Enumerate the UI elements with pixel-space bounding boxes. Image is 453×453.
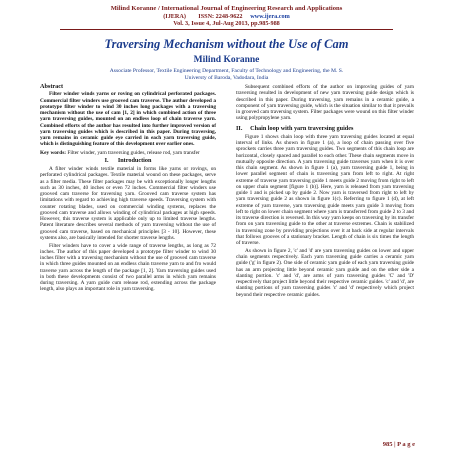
section2-paragraph-2: As shown in figure 2, 'c' and 'd' are yarn traversing guides on lower and upper chain segments respectively. Each yarn traversing guide carries a ceramic yarn guide ('g' in figure 2). One side of ceramic yarn guide of each yarn traversing guide has an arm projecting little beyond ceramic yarn guide and on the other side a slanting portion. 'c' and 'd', are arms of yarn traversing guides 'C' and 'D' respectively that project little beyond their respective ceramic guides. 'c' and 'd', are slanting portions of yarn traversing guides 'c' and 'd' respectively which project beyond their respective ceramic guides. bbox=[236, 247, 414, 298]
left-column bbox=[40, 84, 216, 294]
journal-header-line1: Milind Koranne / International Journal of Engineering Research and Applications bbox=[110, 5, 343, 12]
section2-paragraph-1: Figure 1 shows chain loop with three yarn traversing guides located at equal interval of links. As shown in figure 1 (a), a loop of chain passing over five sprockets carries three yarn traversing guides. Two segments of this chain loop are horizontal, closely spaced and parallel to each other. These chain segments move in mutually opposite direction. A yarn traversing guide traverses yarn when it is over this chain segment. As shown in figure 1 (a), yarn traversing guide 1, being in lower parallel segment of chain is traversing yarn from left to right. At right extreme of traverse yarn traversing guide 1 meets guide 2 moving from right to left on upper chain segment [figure 1 (b)]. Here, yarn is released from yarn traversing guide 1 and is picked up by guide 2. Now yarn is traversed from right to left by yarn traversing guide 2 as shown in figure 1(c). Referring to figure 1 (d), at left extreme of yarn traverse, yarn traversing guide meets yarn guide 3 moving from left to right on lower chain segment where yarn is transferred from guide 2 to 3 and its traverse direction is reversed. In this way yarn keeps on traversing by its transfer from on yarn traversing guide to the other at traverse extremes. Chain is stabilized in traversing zone by providing projections over it at back side at regular intervals that follows grooves of a stationary bracket. Length of chain is six times the length of traverse. bbox=[236, 133, 414, 246]
abstract-text: Filter winder winds yarns or roving on cylindrical perforated packages. Commercial filter winders use grooved cam traverse. The author developed a prototype filter winder to wind 30 inches long packages with a traversing mechanism without the use of cam [1, 2] in which combined action of three yarn traversing guides, mounted on an endless loop of chain traverse yarn. Combined efforts of the author has resulted into further improved version of yarn traversing guides which is described in this paper. During traversing, yarn remains in ceramic guide eye carried in each yarn traversing guide, which is distinguishing feature of this development over earlier ones. bbox=[40, 91, 216, 148]
header-divider bbox=[60, 29, 393, 30]
journal-header-line2 bbox=[0, 13, 453, 20]
intro-paragraph-3: Subsequent combined efforts of the author on improving guides of yarn traversing resulted in development of new yarn traversing guide design which is described in this paper. During traversing, yarn remains in a ceramic guide, a component of yarn traversing guide, which is the situation similar to that it prevails in grooved cam traversing system. Filter packages were wound on this filter winder using polypropylene yarn. bbox=[236, 84, 414, 122]
paper-title: Traversing Mechanism without the Use of Cam bbox=[104, 37, 349, 51]
journal-url-link[interactable]: www.ijera.com bbox=[250, 13, 290, 20]
journal-header-line3: Vol. 3, Issue 4, Jul-Aug 2013, pp.985-988 bbox=[173, 20, 280, 27]
keywords-text: Filter winder, yarn traversing guides, release rod, yarn transfer bbox=[67, 149, 200, 156]
affiliation-line1: Associate Professor, Textile Engineering Department, Faculty of Technology and Engineering, the M. S. bbox=[109, 68, 344, 74]
intro-heading: I. Introduction bbox=[104, 156, 152, 164]
keywords-label: Key words: bbox=[40, 149, 67, 156]
section2-heading: II. Chain loop with yarn traversing guides bbox=[236, 124, 354, 132]
intro-paragraph-2: Filter winders have to cover a wide range of traverse lengths, as long as 72 inches. The author of this paper developed a prototype filter winder to wind 30 inches filter with a traversing mechanism without the use of grooved cam traverse in which three guides mounted on an endless chain traverse yarn to and fro would traverse yarn across the length of the package [1, 2]. Yarn traversing guides used in both these developments consist of two parallel arms in which yarn remains during traversing. A yarn guide cum release rod, extending across the package length, also plays an important role in yarn traversing. bbox=[40, 242, 216, 293]
keywords-paragraph bbox=[40, 150, 216, 156]
intro-paragraph-1: A filter winder winds textile material in forms like yarns or rovings, on perforated cylindrical packages. Textile material wound on these packages, serve as a filter media. These filter packages may be with exceptionally longer lengths such as 30 inches, 40 inches or even 72 inches. Commercial filter winders use grooved cam traverse for traversing yarn. Grooved cam traverse system has limitations with regard to achieving high traverse speeds. Traversing system with counter rotating blades, used on commercial winding systems, replaces the grooved cam traverse and allows winding of cylindrical packages at high speeds. However, this traverse system is applicable only up to limited traverse lengths. Patent literature describes several methods of yarn traversing without the use of grooved cam traverse, based on mechanical principles [3 - 10]. However, these systems also, are basically intended for shorter traverse lengths. bbox=[40, 166, 216, 241]
right-column bbox=[236, 84, 414, 299]
page-number: 985 | P a g e bbox=[382, 441, 415, 448]
affiliation-line2: Universty of Baroda, Vadodara, India bbox=[184, 75, 269, 81]
paper-author: Milind Koranne bbox=[193, 55, 260, 65]
abstract-heading: Abstract bbox=[40, 83, 64, 90]
issn-text: (IJERA) ISSN: 2248-9622 bbox=[163, 13, 251, 20]
